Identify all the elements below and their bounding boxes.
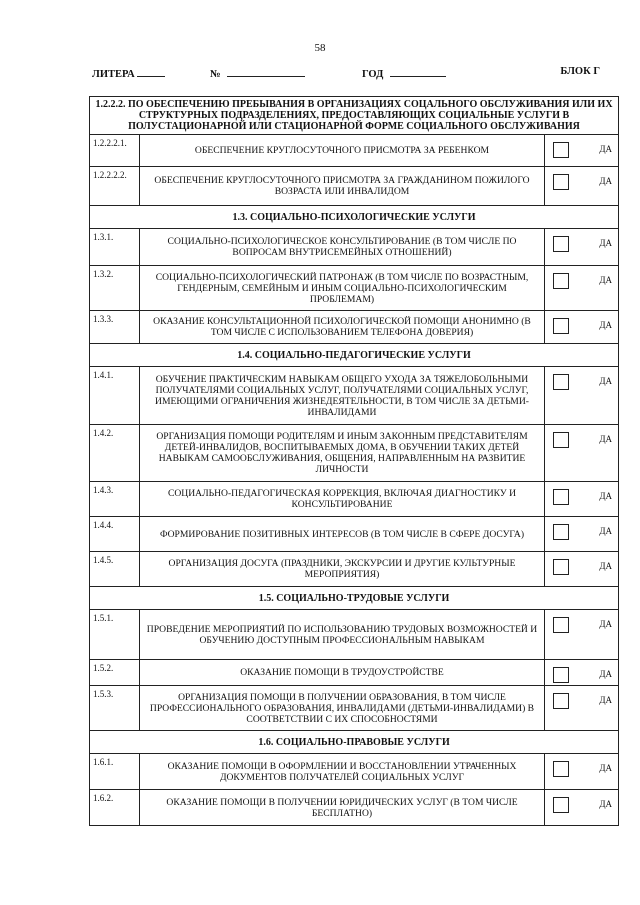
yes-checkbox[interactable] [553, 432, 569, 448]
yes-checkbox[interactable] [553, 374, 569, 390]
litera-label: ЛИТЕРА [92, 69, 135, 80]
yes-label: ДА [599, 561, 613, 571]
yes-checkbox[interactable] [553, 489, 569, 505]
yes-label: ДА [599, 320, 613, 330]
block-label: БЛОК Г [560, 66, 600, 77]
service-description: ОРГАНИЗАЦИЯ ДОСУГА (ПРАЗДНИКИ, ЭКСКУРСИИ И ДРУГИЕ КУЛЬТУРНЫЕ МЕРОПРИЯТИЯ) [140, 552, 545, 587]
yes-checkbox-cell[interactable] [545, 266, 619, 311]
service-code: 1.6.2. [90, 790, 140, 826]
year-input-line[interactable] [390, 66, 446, 77]
yes-label: ДА [599, 176, 613, 186]
section-heading: 1.6. СОЦИАЛЬНО-ПРАВОВЫЕ УСЛУГИ [90, 731, 619, 754]
service-row [90, 552, 619, 587]
service-row [90, 167, 619, 206]
year-field[interactable] [362, 66, 446, 80]
yes-checkbox-cell[interactable] [545, 425, 619, 482]
yes-checkbox[interactable] [553, 174, 569, 190]
service-row [90, 790, 619, 826]
yes-checkbox-cell[interactable] [545, 367, 619, 425]
yes-label: ДА [599, 619, 613, 629]
yes-checkbox-cell[interactable] [545, 135, 619, 167]
service-row [90, 229, 619, 266]
section-heading-row [90, 206, 619, 229]
service-row [90, 660, 619, 686]
number-input-line[interactable] [227, 66, 305, 77]
service-code: 1.4.5. [90, 552, 140, 587]
service-description: ОРГАНИЗАЦИЯ ПОМОЩИ РОДИТЕЛЯМ И ИНЫМ ЗАКОННЫМ ПРЕДСТАВИТЕЛЯМ ДЕТЕЙ-ИНВАЛИДОВ, ВОСПИТЫВАЕМЫХ ДОМА, В ОБУЧЕНИИ ТАКИХ ДЕТЕЙ НАВЫКАМ САМООБСЛУЖИВАНИЯ, ОБЩЕНИЯ, НАПРАВЛЕННЫМ НА РАЗВИТИЕ ЛИЧНОСТИ [140, 425, 545, 482]
service-description: ОБУЧЕНИЕ ПРАКТИЧЕСКИМ НАВЫКАМ ОБЩЕГО УХОДА ЗА ТЯЖЕЛОБОЛЬНЫМИ ПОЛУЧАТЕЛЯМИ СОЦИАЛЬНЫХ УСЛУГ, ПОЛУЧАТЕЛЯМИ СОЦИАЛЬНЫХ УСЛУГ, ИМЕЮЩИМИ ОГРАНИЧЕНИЯ ЖИЗНЕДЕЯТЕЛЬНОСТИ, В ТОМ ЧИСЛЕ ЗА ДЕТЬМИ-ИНВАЛИДАМИ [140, 367, 545, 425]
service-row [90, 311, 619, 344]
service-description: ОКАЗАНИЕ КОНСУЛЬТАЦИОННОЙ ПСИХОЛОГИЧЕСКОЙ ПОМОЩИ АНОНИМНО (В ТОМ ЧИСЛЕ С ИСПОЛЬЗОВАНИЕМ ТЕЛЕФОНА ДОВЕРИЯ) [140, 311, 545, 344]
yes-checkbox-cell[interactable] [545, 311, 619, 344]
yes-label: ДА [599, 799, 613, 809]
service-code: 1.2.2.2.2. [90, 167, 140, 206]
yes-checkbox[interactable] [553, 273, 569, 289]
service-row [90, 517, 619, 552]
service-code: 1.5.3. [90, 686, 140, 731]
service-description: ПРОВЕДЕНИЕ МЕРОПРИЯТИЙ ПО ИСПОЛЬЗОВАНИЮ ТРУДОВЫХ ВОЗМОЖНОСТЕЙ И ОБУЧЕНИЮ ДОСТУПНЫМ ПРОФЕССИОНАЛЬНЫМ НАВЫКАМ [140, 610, 545, 660]
litera-input-line[interactable] [137, 66, 165, 77]
service-code: 1.3.3. [90, 311, 140, 344]
yes-checkbox[interactable] [553, 318, 569, 334]
yes-label: ДА [599, 275, 613, 285]
yes-label: ДА [599, 376, 613, 386]
service-description: СОЦИАЛЬНО-ПСИХОЛОГИЧЕСКИЙ ПАТРОНАЖ (В ТОМ ЧИСЛЕ ПО ВОЗРАСТНЫМ, ГЕНДЕРНЫМ, СЕМЕЙНЫМ И ИНЫМ СОЦИАЛЬНО-ПСИХОЛОГИЧЕСКИМ ПРОБЛЕМАМ) [140, 266, 545, 311]
section-heading-row [90, 731, 619, 754]
section-heading: 1.3. СОЦИАЛЬНО-ПСИХОЛОГИЧЕСКИЕ УСЛУГИ [90, 206, 619, 229]
yes-checkbox-cell[interactable] [545, 790, 619, 826]
yes-checkbox-cell[interactable] [545, 754, 619, 790]
yes-label: ДА [599, 695, 613, 705]
number-field[interactable] [210, 66, 305, 80]
yes-checkbox-cell[interactable] [545, 610, 619, 660]
service-row [90, 266, 619, 311]
yes-checkbox[interactable] [553, 761, 569, 777]
number-label: № [210, 69, 221, 80]
section-heading-row [90, 587, 619, 610]
yes-checkbox[interactable] [553, 236, 569, 252]
yes-checkbox[interactable] [553, 693, 569, 709]
yes-label: ДА [599, 238, 613, 248]
service-code: 1.4.3. [90, 482, 140, 517]
section-heading: 1.5. СОЦИАЛЬНО-ТРУДОВЫЕ УСЛУГИ [90, 587, 619, 610]
yes-label: ДА [599, 491, 613, 501]
yes-checkbox-cell[interactable] [545, 552, 619, 587]
service-row [90, 135, 619, 167]
service-code: 1.4.4. [90, 517, 140, 552]
service-description: ОКАЗАНИЕ ПОМОЩИ В ПОЛУЧЕНИИ ЮРИДИЧЕСКИХ УСЛУГ (В ТОМ ЧИСЛЕ БЕСПЛАТНО) [140, 790, 545, 826]
yes-checkbox[interactable] [553, 797, 569, 813]
yes-checkbox[interactable] [553, 524, 569, 540]
service-code: 1.4.1. [90, 367, 140, 425]
form-header [92, 66, 600, 82]
service-description: ОБЕСПЕЧЕНИЕ КРУГЛОСУТОЧНОГО ПРИСМОТРА ЗА РЕБЕНКОМ [140, 135, 545, 167]
yes-label: ДА [599, 526, 613, 536]
service-description: ОКАЗАНИЕ ПОМОЩИ В ТРУДОУСТРОЙСТВЕ [140, 660, 545, 686]
yes-checkbox-cell[interactable] [545, 517, 619, 552]
service-code: 1.6.1. [90, 754, 140, 790]
service-description: ОКАЗАНИЕ ПОМОЩИ В ОФОРМЛЕНИИ И ВОССТАНОВЛЕНИИ УТРАЧЕННЫХ ДОКУМЕНТОВ ПОЛУЧАТЕЛЕЙ СОЦИАЛЬНЫХ УСЛУГ [140, 754, 545, 790]
service-row [90, 367, 619, 425]
service-row [90, 610, 619, 660]
form-title-row [90, 97, 619, 135]
service-code: 1.3.2. [90, 266, 140, 311]
section-heading: 1.4. СОЦИАЛЬНО-ПЕДАГОГИЧЕСКИЕ УСЛУГИ [90, 344, 619, 367]
service-description: ФОРМИРОВАНИЕ ПОЗИТИВНЫХ ИНТЕРЕСОВ (В ТОМ ЧИСЛЕ В СФЕРЕ ДОСУГА) [140, 517, 545, 552]
yes-checkbox-cell[interactable] [545, 482, 619, 517]
services-form-table [89, 96, 619, 826]
yes-checkbox-cell[interactable] [545, 167, 619, 206]
service-row [90, 686, 619, 731]
form-title: 1.2.2.2. ПО ОБЕСПЕЧЕНИЮ ПРЕБЫВАНИЯ В ОРГАНИЗАЦИЯХ СОЦАЛЬНОГО ОБСЛУЖИВАНИЯ ИЛИ ИХ СТРУКТУРНЫХ ПОДРАЗДЕЛЕНИЯХ, ПРЕДОСТАВЛЯЮЩИХ СОЦИАЛЬНЫЕ УСЛУГИ В ПОЛУСТАЦИОНАРНОЙ ИЛИ СТАЦИОНАРНОЙ ФОРМЕ СОЦИАЛЬНОГО ОБСЛУЖИВАНИЯ [90, 97, 619, 135]
yes-checkbox[interactable] [553, 617, 569, 633]
yes-checkbox[interactable] [553, 559, 569, 575]
service-code: 1.3.1. [90, 229, 140, 266]
service-description: СОЦИАЛЬНО-ПЕДАГОГИЧЕСКАЯ КОРРЕКЦИЯ, ВКЛЮЧАЯ ДИАГНОСТИКУ И КОНСУЛЬТИРОВАНИЕ [140, 482, 545, 517]
litera-field[interactable] [92, 66, 165, 80]
yes-label: ДА [599, 669, 613, 679]
service-row [90, 425, 619, 482]
page-number: 58 [314, 42, 326, 54]
service-code: 1.2.2.2.1. [90, 135, 140, 167]
service-code: 1.4.2. [90, 425, 140, 482]
service-description: ОРГАНИЗАЦИЯ ПОМОЩИ В ПОЛУЧЕНИИ ОБРАЗОВАНИЯ, В ТОМ ЧИСЛЕ ПРОФЕССИОНАЛЬНОГО ОБРАЗОВАНИЯ, ИНВАЛИДАМИ (ДЕТЬМИ-ИНВАЛИДАМИ) В СООТВЕТСТВИИ С ИХ СПОСОБНОСТЯМИ [140, 686, 545, 731]
yes-checkbox-cell[interactable] [545, 229, 619, 266]
service-row [90, 482, 619, 517]
service-description: СОЦИАЛЬНО-ПСИХОЛОГИЧЕСКОЕ КОНСУЛЬТИРОВАНИЕ (В ТОМ ЧИСЛЕ ПО ВОПРОСАМ ВНУТРИСЕМЕЙНЫХ ОТНОШЕНИЙ) [140, 229, 545, 266]
service-row [90, 754, 619, 790]
yes-label: ДА [599, 144, 613, 154]
yes-checkbox-cell[interactable] [545, 660, 619, 686]
yes-label: ДА [599, 763, 613, 773]
section-heading-row [90, 344, 619, 367]
service-description: ОБЕСПЕЧЕНИЕ КРУГЛОСУТОЧНОГО ПРИСМОТРА ЗА ГРАЖДАНИНОМ ПОЖИЛОГО ВОЗРАСТА ИЛИ ИНВАЛИДОМ [140, 167, 545, 206]
service-code: 1.5.2. [90, 660, 140, 686]
yes-checkbox[interactable] [553, 142, 569, 158]
year-label: ГОД [362, 69, 384, 80]
service-code: 1.5.1. [90, 610, 140, 660]
yes-label: ДА [599, 434, 613, 444]
yes-checkbox-cell[interactable] [545, 686, 619, 731]
yes-checkbox[interactable] [553, 667, 569, 683]
